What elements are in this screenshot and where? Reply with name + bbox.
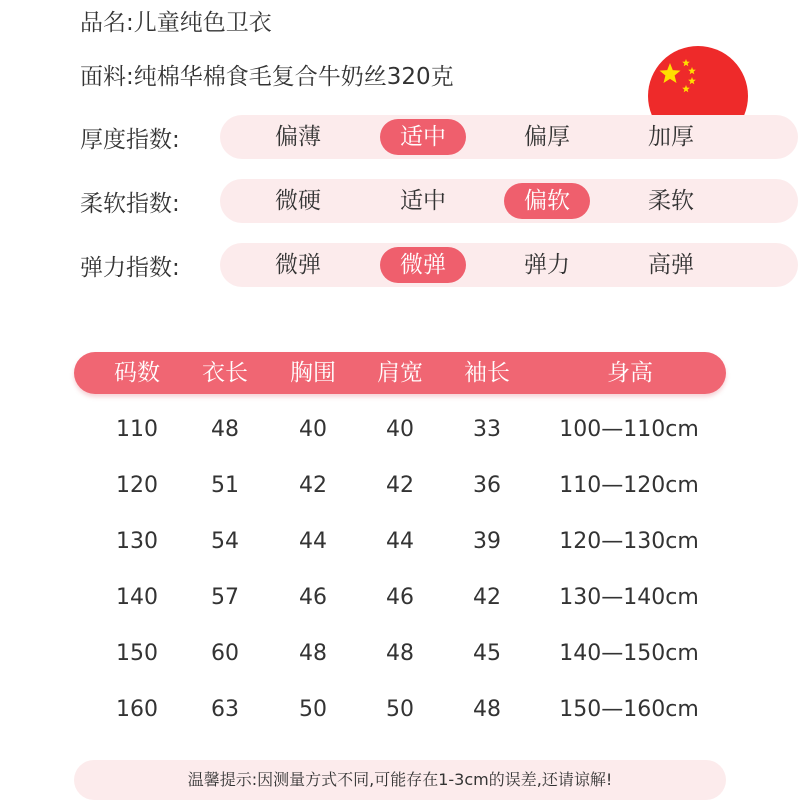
index-option: 柔软 [648, 188, 694, 214]
index-option: 加厚 [648, 124, 694, 150]
cell-sleeve: 39 [473, 529, 501, 554]
flag-star-small [688, 77, 696, 84]
header-size: 码数 [114, 360, 160, 386]
cell-sleeve: 42 [473, 585, 501, 610]
header-chest: 胸围 [290, 360, 336, 386]
index-option-selected: 适中 [380, 119, 466, 155]
index-scale [220, 115, 798, 159]
cell-chest: 48 [299, 641, 327, 666]
index-option: 偏薄 [275, 124, 321, 150]
flag-star-large [660, 63, 681, 83]
flag-star-small [682, 85, 690, 92]
cell-size: 120 [116, 473, 158, 498]
cell-size: 140 [116, 585, 158, 610]
cell-chest: 50 [299, 697, 327, 722]
header-height: 身高 [607, 360, 653, 386]
index-label: 弹力指数: [80, 255, 180, 281]
index-row [80, 179, 720, 223]
cell-length: 54 [211, 529, 239, 554]
size-table-header [74, 352, 726, 394]
cell-shoulder: 48 [386, 641, 414, 666]
index-scale [220, 179, 798, 223]
cell-shoulder: 50 [386, 697, 414, 722]
cell-length: 51 [211, 473, 239, 498]
cell-size: 130 [116, 529, 158, 554]
table-row [0, 578, 800, 618]
cell-chest: 42 [299, 473, 327, 498]
cell-size: 160 [116, 697, 158, 722]
cell-shoulder: 42 [386, 473, 414, 498]
index-option: 高弹 [648, 252, 694, 278]
product-name: 品名:儿童纯色卫衣 [80, 10, 272, 36]
table-row [0, 690, 800, 730]
flag-star-small [682, 59, 690, 66]
cell-size: 150 [116, 641, 158, 666]
cell-sleeve: 45 [473, 641, 501, 666]
cell-chest: 46 [299, 585, 327, 610]
index-option-selected: 偏软 [504, 183, 590, 219]
index-label: 柔软指数: [80, 191, 180, 217]
index-row [80, 115, 720, 159]
cell-height: 110—120cm [559, 473, 699, 498]
index-scale [220, 243, 798, 287]
cell-length: 48 [211, 417, 239, 442]
cell-chest: 40 [299, 417, 327, 442]
table-row [0, 466, 800, 506]
index-option: 适中 [400, 188, 446, 214]
table-row [0, 410, 800, 450]
cell-height: 100—110cm [559, 417, 699, 442]
index-option: 偏厚 [524, 124, 570, 150]
cell-sleeve: 33 [473, 417, 501, 442]
cell-sleeve: 48 [473, 697, 501, 722]
index-label: 厚度指数: [80, 127, 180, 153]
cell-shoulder: 40 [386, 417, 414, 442]
table-row [0, 522, 800, 562]
index-option: 弹力 [524, 252, 570, 278]
index-option-selected: 微弹 [380, 247, 466, 283]
index-row [80, 243, 720, 287]
table-row [0, 634, 800, 674]
cell-length: 63 [211, 697, 239, 722]
cell-shoulder: 46 [386, 585, 414, 610]
product-fabric: 面料:纯棉华棉食毛复合牛奶丝320克 [80, 64, 454, 90]
cell-shoulder: 44 [386, 529, 414, 554]
index-option: 微弹 [275, 252, 321, 278]
cell-height: 150—160cm [559, 697, 699, 722]
cell-length: 57 [211, 585, 239, 610]
cell-length: 60 [211, 641, 239, 666]
index-option: 微硬 [275, 188, 321, 214]
cell-height: 120—130cm [559, 529, 699, 554]
notice-banner: 温馨提示:因测量方式不同,可能存在1-3cm的误差,还请谅解! [74, 760, 726, 800]
cell-height: 140—150cm [559, 641, 699, 666]
header-sleeve: 袖长 [464, 360, 510, 386]
cell-sleeve: 36 [473, 473, 501, 498]
header-shoulder: 肩宽 [377, 360, 423, 386]
cell-chest: 44 [299, 529, 327, 554]
cell-height: 130—140cm [559, 585, 699, 610]
flag-star-small [688, 67, 696, 74]
header-length: 衣长 [202, 360, 248, 386]
cell-size: 110 [116, 417, 158, 442]
